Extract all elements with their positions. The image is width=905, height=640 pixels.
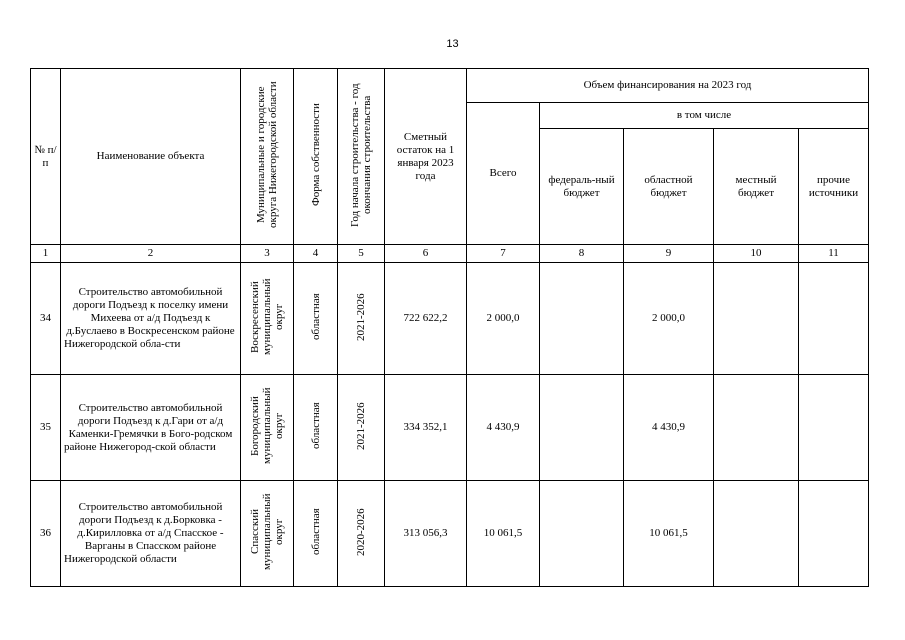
row-federal bbox=[540, 481, 624, 587]
row-remainder: 722 622,2 bbox=[385, 263, 467, 375]
row-name: Строительство автомобильной дороги Подъезд к д.Гари от а/д Каменки-Гремячки в Бого-родском районе Нижегород-ской области bbox=[61, 375, 241, 481]
row-remainder: 334 352,1 bbox=[385, 375, 467, 481]
col-number: 6 bbox=[385, 245, 467, 263]
row-num: 34 bbox=[31, 263, 61, 375]
col-number: 3 bbox=[241, 245, 294, 263]
col-number: 8 bbox=[540, 245, 624, 263]
col-number: 5 bbox=[338, 245, 385, 263]
header-funding: Объем финансирования на 2023 год bbox=[467, 69, 869, 103]
row-num: 35 bbox=[31, 375, 61, 481]
header-remainder: Сметный остаток на 1 января 2023 года bbox=[385, 69, 467, 245]
col-number: 9 bbox=[624, 245, 714, 263]
header-num: № п/п bbox=[31, 69, 61, 245]
row-municipality bbox=[241, 375, 294, 481]
row-federal bbox=[540, 375, 624, 481]
table-row bbox=[31, 263, 869, 375]
header-ownership bbox=[294, 69, 338, 245]
row-years bbox=[338, 481, 385, 587]
row-total: 2 000,0 bbox=[467, 263, 540, 375]
header-federal: федераль-ный бюджет bbox=[540, 129, 624, 245]
col-number: 4 bbox=[294, 245, 338, 263]
row-ownership bbox=[294, 481, 338, 587]
page-number: 13 bbox=[446, 38, 459, 50]
header-other: прочие источники bbox=[799, 129, 869, 245]
row-municipality-text: Воскресенский муниципальный округ bbox=[249, 278, 285, 355]
row-name: Строительство автомобильной дороги Подъезд к поселку имени Михеева от а/д Подъезд к д.Буслаево в Воскресенском районе Нижегородской обла-сти bbox=[61, 263, 241, 375]
column-number-row bbox=[31, 245, 869, 263]
row-total: 4 430,9 bbox=[467, 375, 540, 481]
row-years bbox=[338, 263, 385, 375]
row-municipality bbox=[241, 263, 294, 375]
row-regional: 10 061,5 bbox=[624, 481, 714, 587]
header-name: Наименование объекта bbox=[61, 69, 241, 245]
row-years bbox=[338, 375, 385, 481]
row-other bbox=[799, 481, 869, 587]
table-row bbox=[31, 375, 869, 481]
row-remainder: 313 056,3 bbox=[385, 481, 467, 587]
header-years-text: Год начала строительства - год окончания строительства bbox=[349, 82, 373, 227]
row-other bbox=[799, 263, 869, 375]
col-number: 7 bbox=[467, 245, 540, 263]
header-years bbox=[338, 69, 385, 245]
row-other bbox=[799, 375, 869, 481]
col-number: 10 bbox=[714, 245, 799, 263]
header-municipality-text: Муниципальные и городские округа Нижегородской области bbox=[255, 81, 279, 228]
table-row bbox=[31, 481, 869, 587]
row-ownership-text: областная bbox=[309, 508, 322, 555]
header-including: в том числе bbox=[540, 103, 869, 129]
row-municipality-text: Богородский муниципальный округ bbox=[249, 387, 285, 464]
financing-table bbox=[30, 68, 869, 587]
header-local: местный бюджет bbox=[714, 129, 799, 245]
row-num: 36 bbox=[31, 481, 61, 587]
row-ownership bbox=[294, 263, 338, 375]
row-ownership-text: областная bbox=[309, 293, 322, 340]
row-years-text: 2021-2026 bbox=[355, 401, 367, 450]
row-municipality-text: Спасский муниципальный округ bbox=[249, 493, 285, 570]
col-number: 2 bbox=[61, 245, 241, 263]
row-name: Строительство автомобильной дороги Подъезд к д.Борковка - д.Кирилловка от а/д Спасское - Варганы в Спасском районе Нижегородской области bbox=[61, 481, 241, 587]
row-years-text: 2020-2026 bbox=[355, 507, 367, 556]
row-municipality bbox=[241, 481, 294, 587]
row-ownership-text: областная bbox=[309, 402, 322, 449]
row-total: 10 061,5 bbox=[467, 481, 540, 587]
header-ownership-text: Форма собственности bbox=[309, 103, 322, 206]
row-years-text: 2021-2026 bbox=[355, 292, 367, 341]
row-federal bbox=[540, 263, 624, 375]
header-total: Всего bbox=[467, 103, 540, 245]
row-ownership bbox=[294, 375, 338, 481]
header-regional: областной бюджет bbox=[624, 129, 714, 245]
row-regional: 2 000,0 bbox=[624, 263, 714, 375]
col-number: 11 bbox=[799, 245, 869, 263]
row-regional: 4 430,9 bbox=[624, 375, 714, 481]
col-number: 1 bbox=[31, 245, 61, 263]
row-local bbox=[714, 263, 799, 375]
header-municipality bbox=[241, 69, 294, 245]
row-local bbox=[714, 375, 799, 481]
row-local bbox=[714, 481, 799, 587]
